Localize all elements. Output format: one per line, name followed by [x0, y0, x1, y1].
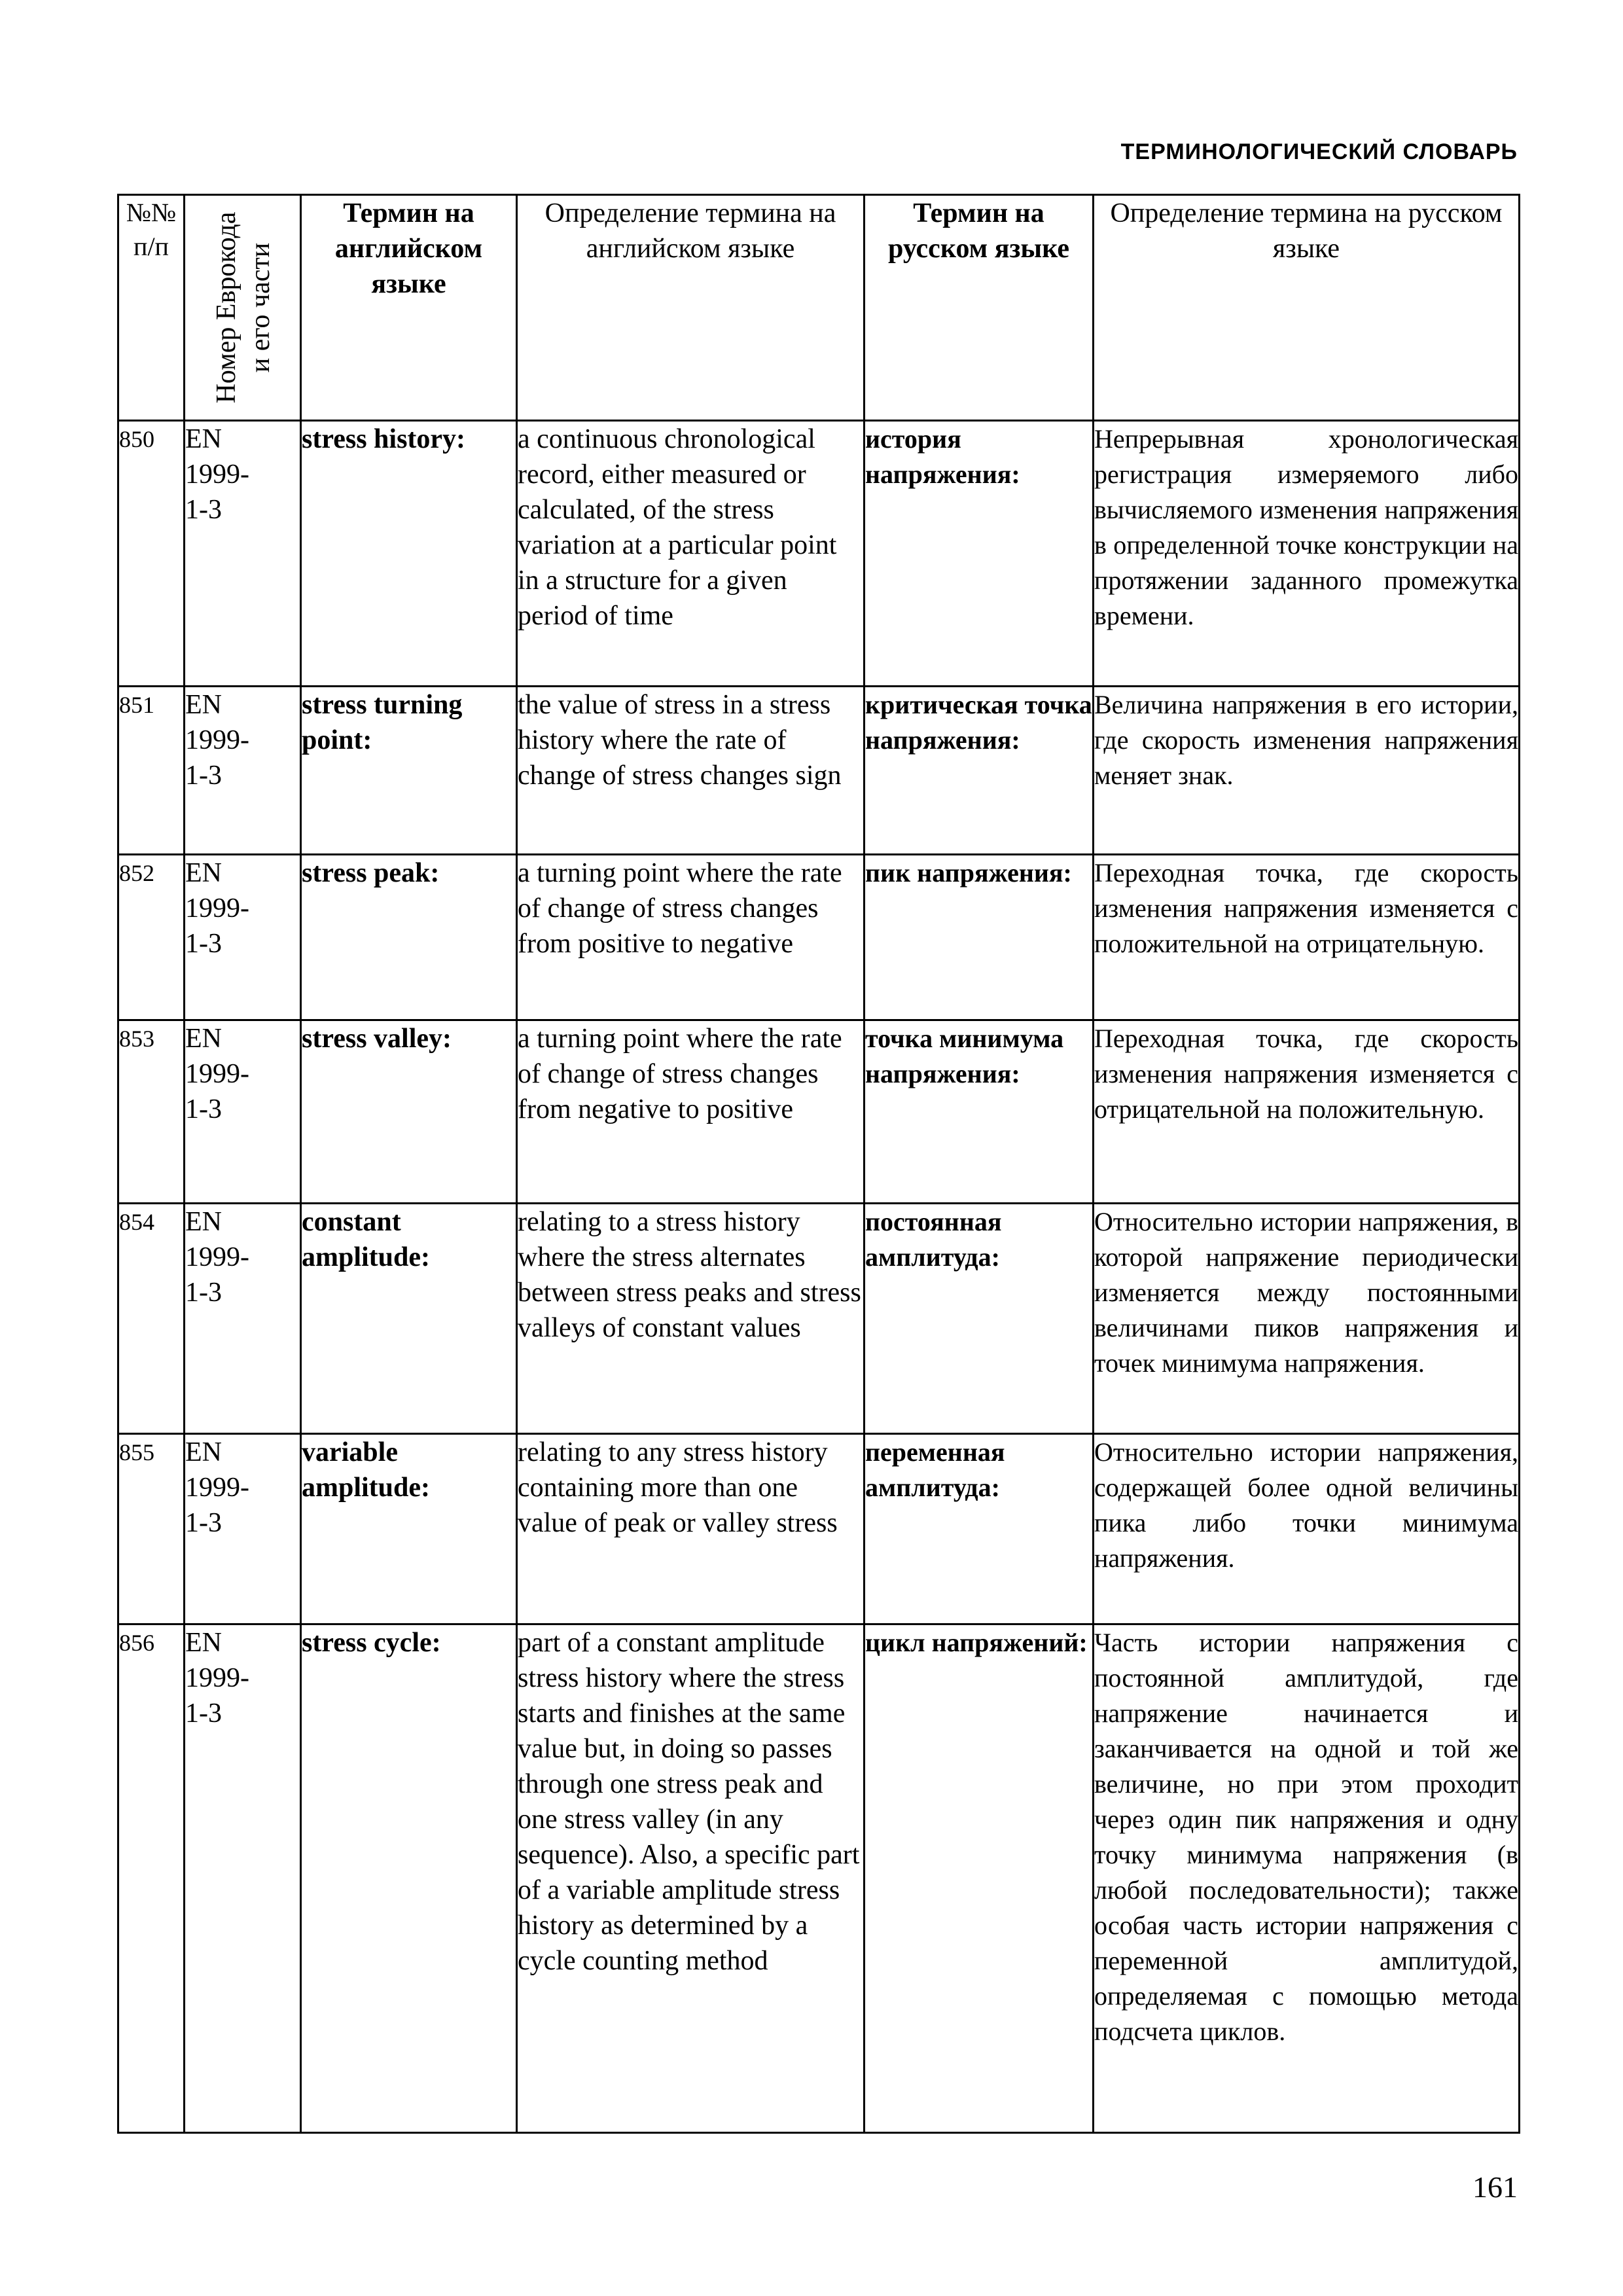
eurocode-part: 1-3	[185, 495, 222, 525]
definition-english: part of a constant amplitude stress history where the stress starts and finishes at the same value but, in doing so passes through one stress peak and one stress valley (in any sequence). Also, a specific part of a variable amplitude stress history as determined by a cycle counting method	[517, 1624, 865, 2133]
eurocode-part: EN	[185, 1437, 222, 1467]
row-number: 855	[118, 1434, 185, 1624]
eurocode-part: 1999-	[185, 1242, 249, 1272]
definition-english: relating to a stress history where the stress alternates between stress peaks and stress valleys of constant values	[517, 1204, 865, 1434]
term-english: stress cycle:	[301, 1624, 517, 2133]
eurocode-ref	[185, 421, 301, 687]
table-row	[118, 421, 1520, 687]
term-english: stress turning point:	[301, 687, 517, 855]
table-row	[118, 1434, 1520, 1624]
column-header-def-ru: Определение термина на русском языке	[1094, 195, 1520, 421]
column-header-eurocode-label: Номер Еврокода и его части	[211, 211, 276, 404]
eurocode-ref	[185, 1434, 301, 1624]
running-header: ТЕРМИНОЛОГИЧЕСКИЙ СЛОВАРЬ	[1120, 139, 1518, 164]
eurocode-part: EN	[185, 1024, 222, 1054]
term-russian: точка минимума напряжения:	[865, 1020, 1094, 1204]
eurocode-part: EN	[185, 424, 222, 454]
eurocode-part: 1-3	[185, 1508, 222, 1538]
definition-english: a turning point where the rate of change of stress changes from negative to positive	[517, 1020, 865, 1204]
table-header-row	[118, 195, 1520, 421]
definition-russian: Непрерывная хронологическая регистрация измеряемого либо вычисляемого изменения напряжения в определенной точке конструкции на протяжении заданного промежутка времени.	[1094, 421, 1520, 687]
definition-english: a continuous chronological record, either measured or calculated, of the stress variation at a particular point in a structure for a given period of time	[517, 421, 865, 687]
table-row	[118, 1204, 1520, 1434]
term-russian: постоянная амплитуда:	[865, 1204, 1094, 1434]
eurocode-part: 1999-	[185, 893, 249, 924]
eurocode-part: 1-3	[185, 929, 222, 959]
eurocode-part: 1-3	[185, 1094, 222, 1124]
definition-english: relating to any stress history containing more than one value of peak or valley stress	[517, 1434, 865, 1624]
eurocode-ref	[185, 687, 301, 855]
definition-russian: Относительно истории напряжения, в которой напряжение периодически изменяется между постоянными величинами пиков напряжения и точек минимума напряжения.	[1094, 1204, 1520, 1434]
term-russian: цикл напряжений:	[865, 1624, 1094, 2133]
page-number: 161	[1472, 2170, 1518, 2204]
eurocode-part: EN	[185, 690, 222, 720]
glossary-table	[117, 194, 1520, 2134]
term-english: stress valley:	[301, 1020, 517, 1204]
column-header-eurocode	[185, 195, 301, 421]
column-header-term-ru: Термин на русском языке	[865, 195, 1094, 421]
row-number: 854	[118, 1204, 185, 1434]
eurocode-part: 1999-	[185, 1473, 249, 1503]
eurocode-part: 1999-	[185, 1663, 249, 1693]
eurocode-part: EN	[185, 1628, 222, 1658]
table-row	[118, 1020, 1520, 1204]
eurocode-part: 1999-	[185, 459, 249, 490]
eurocode-part: 1999-	[185, 1059, 249, 1089]
term-english: stress history:	[301, 421, 517, 687]
definition-russian: Переходная точка, где скорость изменения напряжения изменяется с отрицательной на положительную.	[1094, 1020, 1520, 1204]
term-russian: пик напряжения:	[865, 855, 1094, 1020]
eurocode-part: 1-3	[185, 761, 222, 791]
column-header-term-en: Термин на английском языке	[301, 195, 517, 421]
eurocode-part: EN	[185, 858, 222, 888]
column-header-def-en: Определение термина на английском языке	[517, 195, 865, 421]
column-header-number: №№ п/п	[118, 195, 185, 421]
definition-english: a turning point where the rate of change of stress changes from positive to negative	[517, 855, 865, 1020]
eurocode-part: EN	[185, 1207, 222, 1237]
term-english: stress peak:	[301, 855, 517, 1020]
term-russian: критическая точка напряжения:	[865, 687, 1094, 855]
term-russian: переменная амплитуда:	[865, 1434, 1094, 1624]
definition-english: the value of stress in a stress history where the rate of change of stress changes sign	[517, 687, 865, 855]
table-row	[118, 1624, 1520, 2133]
eurocode-ref	[185, 855, 301, 1020]
definition-russian: Относительно истории напряжения, содержащей более одной величины пика либо точки минимума напряжения.	[1094, 1434, 1520, 1624]
eurocode-ref	[185, 1624, 301, 2133]
row-number: 856	[118, 1624, 185, 2133]
table-row	[118, 687, 1520, 855]
eurocode-part: 1999-	[185, 725, 249, 755]
row-number: 850	[118, 421, 185, 687]
row-number: 853	[118, 1020, 185, 1204]
table-row	[118, 855, 1520, 1020]
term-english: variable amplitude:	[301, 1434, 517, 1624]
eurocode-part: 1-3	[185, 1698, 222, 1729]
row-number: 851	[118, 687, 185, 855]
definition-russian: Переходная точка, где скорость изменения напряжения изменяется с положительной на отрицательную.	[1094, 855, 1520, 1020]
eurocode-ref	[185, 1204, 301, 1434]
eurocode-ref	[185, 1020, 301, 1204]
row-number: 852	[118, 855, 185, 1020]
definition-russian: Часть истории напряжения с постоянной амплитудой, где напряжение начинается и заканчивается на одной и той же величине, но при этом проходит через один пик напряжения и одну точку минимума напряжения (в любой последовательности); также особая часть истории напряжения с переменной амплитудой, определяемая с помощью метода подсчета циклов.	[1094, 1624, 1520, 2133]
term-russian: история напряжения:	[865, 421, 1094, 687]
term-english: constant amplitude:	[301, 1204, 517, 1434]
definition-russian: Величина напряжения в его истории, где скорость изменения напряжения меняет знак.	[1094, 687, 1520, 855]
eurocode-part: 1-3	[185, 1278, 222, 1308]
